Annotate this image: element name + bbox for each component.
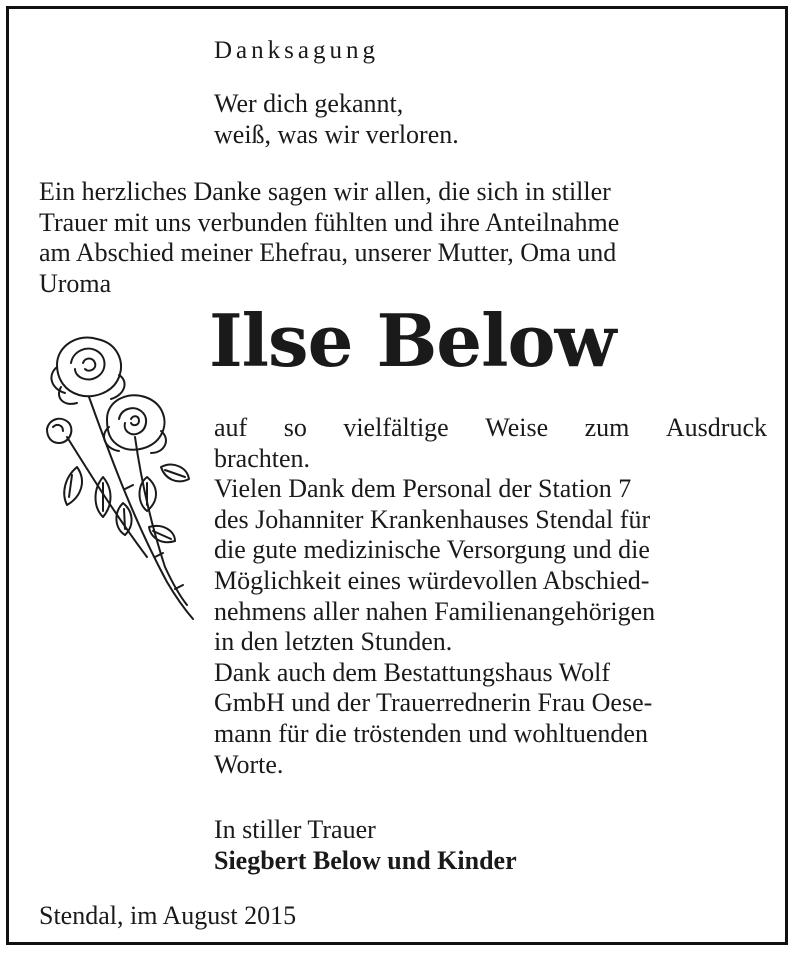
body-line: mann für die tröstenden und wohltuenden [214, 718, 648, 748]
signoff: In stiller Trauer [214, 815, 376, 844]
intro-line: am Abschied meiner Ehefrau, unserer Mutter, Oma und [39, 238, 617, 268]
heading: Danksagung [214, 37, 379, 64]
word: so [283, 413, 307, 442]
intro-line: Ein herzliches Danke sagen wir allen, die sich in stiller [39, 177, 611, 206]
word: vielfältige [343, 413, 449, 442]
body-line: in den letzten Stunden. [214, 627, 453, 657]
deceased-name: Ilse Below [209, 298, 616, 383]
place-date: Stendal, im August 2015 [39, 901, 297, 930]
roses-illustration [37, 327, 207, 627]
body-line: Möglichkeit eines würdevollen Abschied- [214, 565, 650, 595]
body-line: Worte. [214, 749, 284, 779]
word: auf [214, 413, 248, 442]
body-line: Vielen Dank dem Personal der Station 7 [214, 474, 632, 504]
body-line: Dank auch dem Bestattungshaus Wolf [214, 657, 611, 687]
body-line: des Johanniter Krankenhauses Stendal für [214, 504, 651, 534]
body-line: brachten. [214, 443, 311, 473]
body-line: GmbH und der Trauerrednerin Frau Oese- [214, 688, 653, 718]
signer: Siegbert Below und Kinder [214, 845, 517, 875]
obituary-notice [6, 6, 788, 945]
motto [214, 89, 459, 150]
word: zum [584, 413, 630, 442]
signoff-block [214, 815, 517, 876]
body-paragraph [214, 413, 767, 780]
intro-line: Uroma [39, 268, 112, 298]
motto-line: Wer dich gekannt, [214, 89, 404, 118]
word: Weise [485, 413, 549, 442]
body-line: nehmens aller nahen Familienangehörigen [214, 596, 656, 626]
motto-line: weiß, was wir verloren. [214, 119, 459, 149]
body-line: die gute medizinische Versorgung und die [214, 535, 650, 565]
intro-paragraph [39, 177, 767, 299]
intro-line: Trauer mit uns verbunden fühlten und ihre Anteilnahme [39, 207, 620, 237]
word: Ausdruck [665, 413, 767, 442]
body-line-justified [214, 413, 767, 444]
